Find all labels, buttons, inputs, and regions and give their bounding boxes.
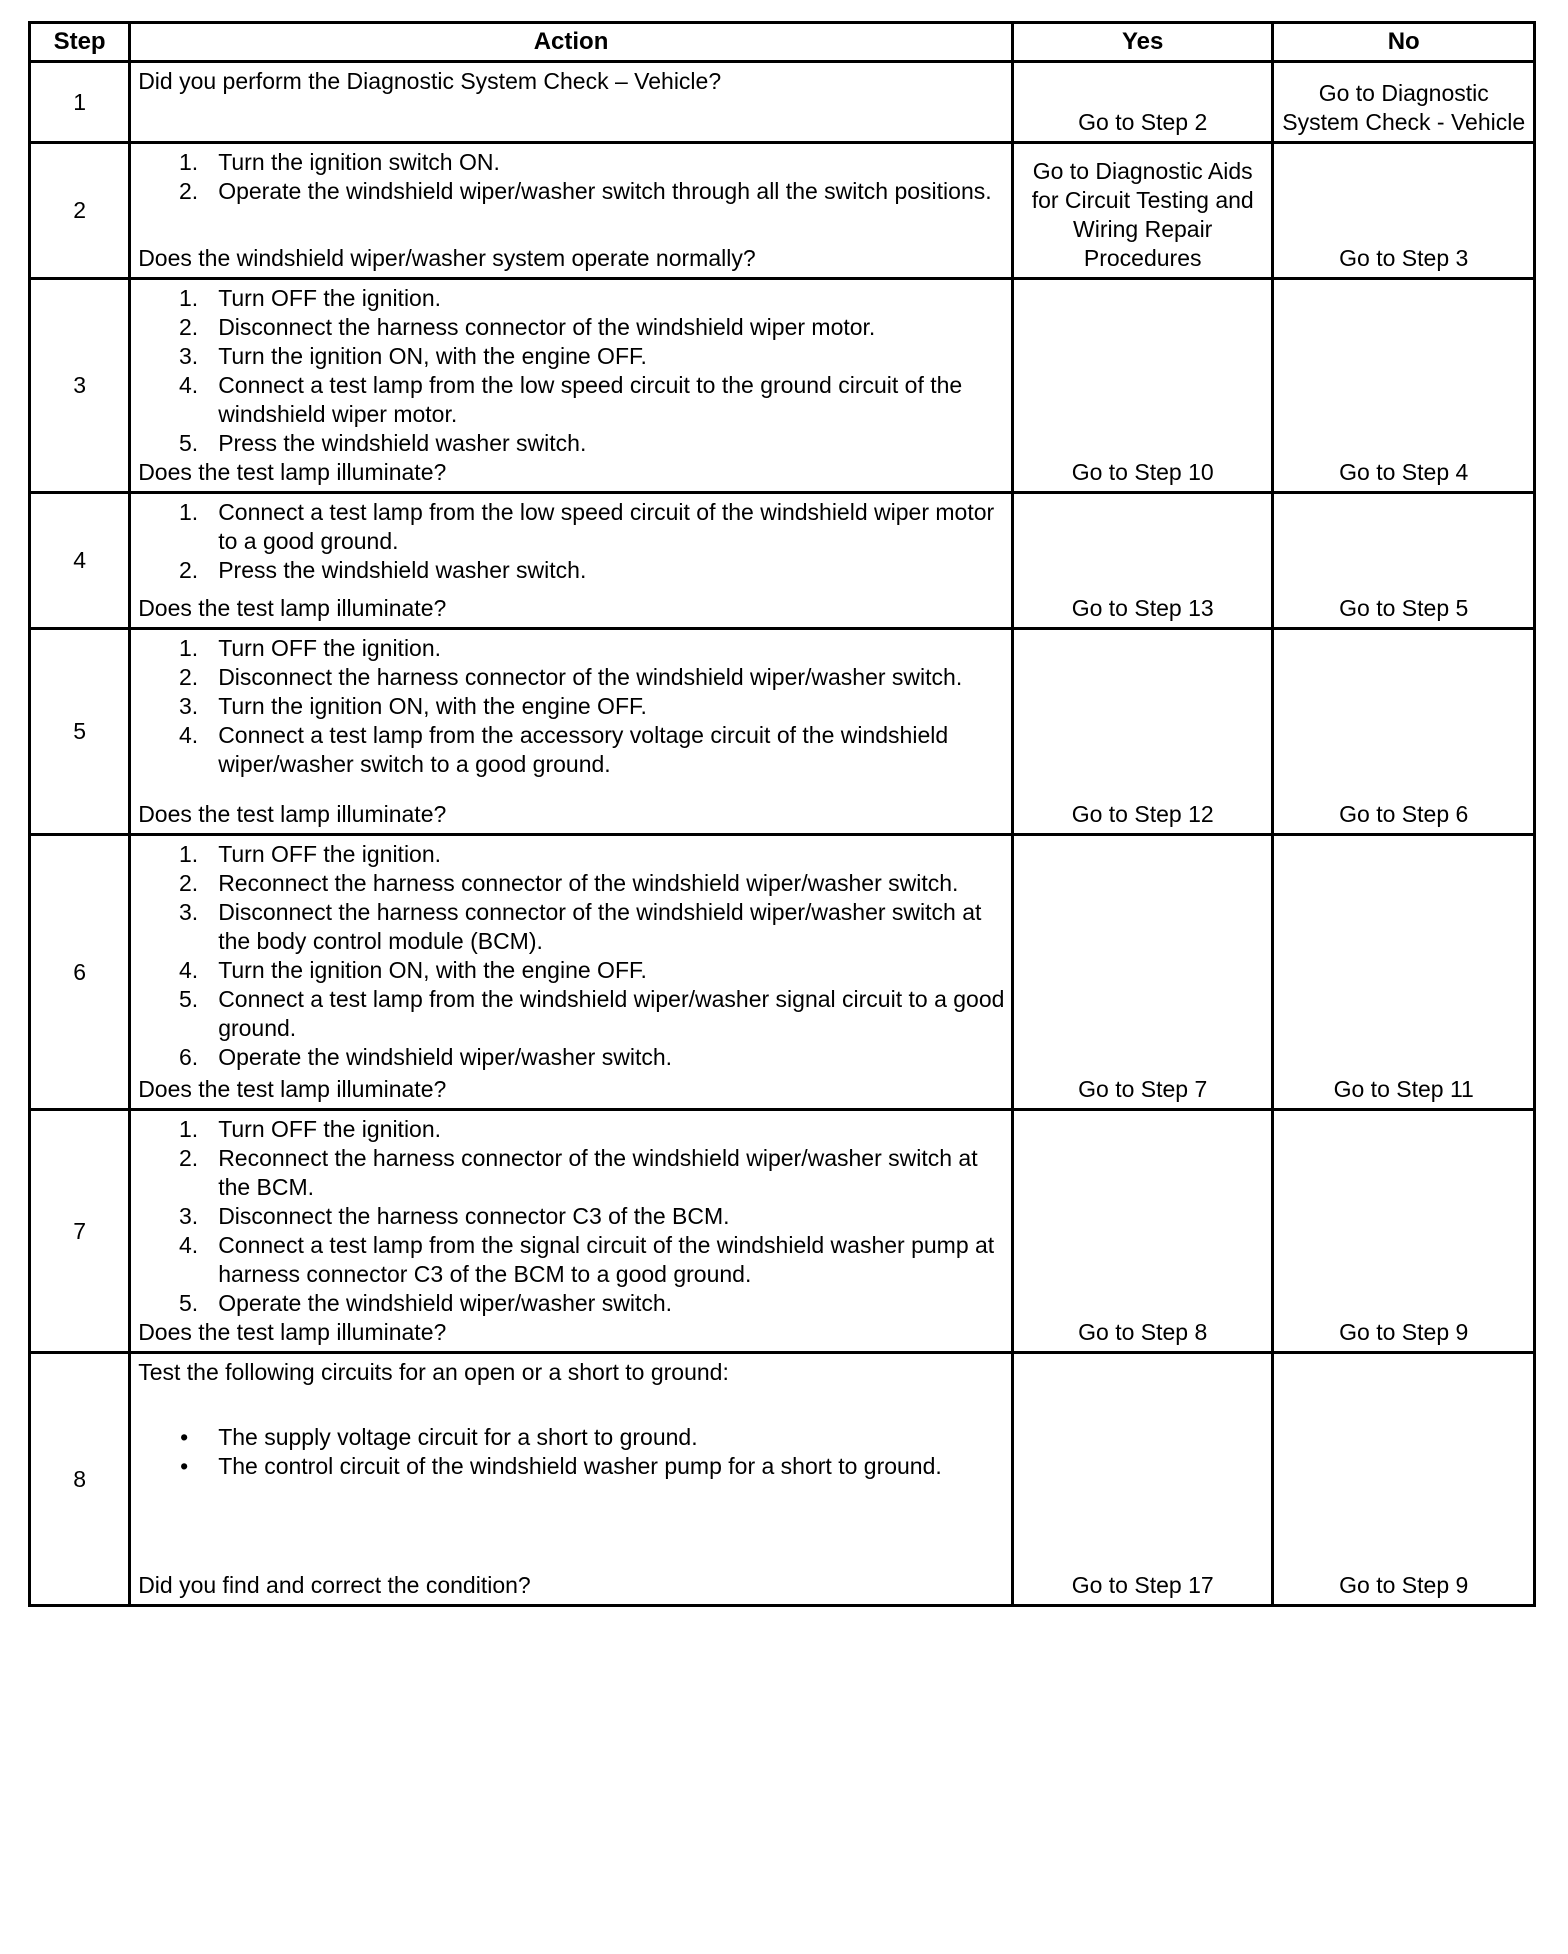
list-number: 2.: [179, 557, 199, 583]
yes-text: Go to Step 8: [1078, 1319, 1208, 1345]
list-number: 2.: [179, 178, 199, 204]
list-item: [138, 1144, 1007, 1202]
yes-text: Go to Step 10: [1071, 459, 1214, 485]
action-content: [131, 63, 1011, 141]
list-number: 5.: [179, 986, 199, 1012]
header-step: Step: [30, 23, 130, 62]
no-text: Go to Diagnostic System Check - Vehicle: [1282, 80, 1526, 135]
list-number: 1.: [179, 841, 199, 867]
no-text: Go to Step 5: [1339, 595, 1469, 621]
yes-result: [1012, 143, 1273, 279]
list-text: Reconnect the harness connector of the windshield wiper/washer switch at the BCM.: [218, 1145, 978, 1200]
yes-result: [1012, 1110, 1273, 1353]
action-content: [131, 836, 1011, 1108]
list-number: 4.: [179, 722, 199, 748]
bullet-dot: •: [180, 1453, 189, 1479]
list-item: [138, 1202, 1007, 1231]
yes-text: Go to Diagnostic Aids for Circuit Testing and Wiring Repair Procedures: [1031, 158, 1254, 271]
action-content: [131, 1354, 1011, 1604]
list-text: The supply voltage circuit for a short to ground.: [218, 1424, 698, 1450]
no-result: [1273, 279, 1535, 493]
list-item: [138, 284, 1007, 313]
list-item: [138, 985, 1007, 1043]
step-number: 6: [30, 835, 130, 1110]
list-item: [138, 498, 1007, 556]
table-row: [30, 62, 1535, 143]
list-number: 2.: [179, 314, 199, 340]
no-text: Go to Step 3: [1339, 245, 1469, 271]
step-number: 7: [30, 1110, 130, 1353]
list-number: 3.: [179, 693, 199, 719]
action-question: Does the test lamp illuminate?: [138, 1319, 447, 1345]
action-cell: [130, 493, 1013, 629]
list-text: Turn OFF the ignition.: [218, 285, 442, 311]
list-number: 4.: [179, 957, 199, 983]
yes-result: [1012, 629, 1273, 835]
list-text: Turn OFF the ignition.: [218, 635, 442, 661]
list-text: Connect a test lamp from the accessory voltage circuit of the windshield wiper/washer switch to a good ground.: [218, 722, 949, 777]
step-number: 5: [30, 629, 130, 835]
table-row: [30, 1353, 1535, 1606]
list-item: [138, 1423, 1007, 1452]
bullet-list: [138, 1423, 1007, 1481]
action-content: [131, 630, 1011, 833]
step-number: 2: [30, 143, 130, 279]
list-item: [138, 371, 1007, 429]
list-text: Reconnect the harness connector of the windshield wiper/washer switch.: [218, 870, 959, 896]
list-item: [138, 177, 1007, 206]
yes-result: [1012, 835, 1273, 1110]
action-intro: Test the following circuits for an open or a short to ground:: [138, 1359, 729, 1385]
action-content: [131, 144, 1011, 277]
list-text: Disconnect the harness connector of the windshield wiper/washer switch at the body control module (BCM).: [218, 899, 982, 954]
no-text: Go to Step 4: [1339, 459, 1469, 485]
list-text: Turn OFF the ignition.: [218, 841, 442, 867]
list-number: 1.: [179, 635, 199, 661]
action-cell: [130, 1353, 1013, 1606]
list-number: 4.: [179, 1232, 199, 1258]
list-number: 5.: [179, 1290, 199, 1316]
action-top: [138, 148, 1007, 206]
bullet-dot: •: [180, 1424, 189, 1450]
table-body: [30, 62, 1535, 1606]
list-text: Disconnect the harness connector of the windshield wiper/washer switch.: [218, 664, 963, 690]
list-text: Disconnect the harness connector of the windshield wiper motor.: [218, 314, 876, 340]
action-top: [138, 1358, 1007, 1481]
list-number: 2.: [179, 1145, 199, 1171]
list-number: 5.: [179, 430, 199, 456]
list-number: 3.: [179, 1203, 199, 1229]
list-text: Connect a test lamp from the signal circuit of the windshield washer pump at harness connector C3 of the BCM to a good ground.: [218, 1232, 995, 1287]
diagnostic-table: [28, 21, 1536, 1607]
list-number: 3.: [179, 899, 199, 925]
header-no: No: [1273, 23, 1535, 62]
action-content: [131, 494, 1011, 627]
action-cell: [130, 1110, 1013, 1353]
action-cell: [130, 143, 1013, 279]
step-number: 8: [30, 1353, 130, 1606]
action-content: [131, 280, 1011, 491]
action-content: [131, 1111, 1011, 1351]
no-text: Go to Step 9: [1339, 1572, 1469, 1598]
list-number: 1.: [179, 1116, 199, 1142]
list-text: Turn the ignition ON, with the engine OFF.: [218, 343, 647, 369]
list-item: [138, 956, 1007, 985]
header-yes: Yes: [1012, 23, 1273, 62]
list-item: [138, 634, 1007, 663]
list-item: [138, 313, 1007, 342]
header-action: Action: [130, 23, 1013, 62]
list-number: 2.: [179, 870, 199, 896]
table-row: [30, 493, 1535, 629]
step-list: [138, 634, 1007, 779]
no-text: Go to Step 11: [1333, 1076, 1474, 1102]
list-item: [138, 556, 1007, 585]
list-number: 6.: [179, 1044, 199, 1070]
action-question: Did you find and correct the condition?: [138, 1572, 531, 1598]
list-text: Disconnect the harness connector C3 of the BCM.: [218, 1203, 730, 1229]
action-cell: [130, 62, 1013, 143]
action-question: Does the test lamp illuminate?: [138, 459, 447, 485]
yes-result: [1012, 279, 1273, 493]
list-item: [138, 342, 1007, 371]
step-number: 3: [30, 279, 130, 493]
list-item: [138, 429, 1007, 458]
list-item: [138, 1452, 1007, 1481]
yes-text: Go to Step 13: [1071, 595, 1214, 621]
no-result: [1273, 143, 1535, 279]
action-top: [138, 284, 1007, 458]
no-text: Go to Step 9: [1339, 1319, 1469, 1345]
list-number: 2.: [179, 664, 199, 690]
no-result: [1273, 62, 1535, 143]
list-text: Turn the ignition ON, with the engine OFF.: [218, 693, 647, 719]
action-top: [138, 67, 1007, 96]
list-text: Turn OFF the ignition.: [218, 1116, 442, 1142]
step-list: [138, 148, 1007, 206]
list-number: 1.: [179, 149, 199, 175]
table-row: [30, 1110, 1535, 1353]
list-item: [138, 1231, 1007, 1289]
table-row: [30, 629, 1535, 835]
list-item: [138, 898, 1007, 956]
list-item: [138, 1289, 1007, 1318]
list-item: [138, 1115, 1007, 1144]
list-text: Connect a test lamp from the low speed circuit of the windshield wiper motor to a good ground.: [218, 499, 995, 554]
list-text: Operate the windshield wiper/washer switch.: [218, 1290, 673, 1316]
step-number: 4: [30, 493, 130, 629]
table-row: [30, 835, 1535, 1110]
step-list: [138, 840, 1007, 1072]
action-top: [138, 498, 1007, 585]
action-cell: [130, 629, 1013, 835]
action-question: Does the test lamp illuminate?: [138, 595, 447, 621]
yes-text: Go to Step 7: [1078, 1076, 1208, 1102]
action-cell: [130, 835, 1013, 1110]
list-item: [138, 1043, 1007, 1072]
no-result: [1273, 1110, 1535, 1353]
yes-result: [1012, 1353, 1273, 1606]
action-top: [138, 634, 1007, 779]
list-text: Operate the windshield wiper/washer switch through all the switch positions.: [218, 178, 992, 204]
yes-text: Go to Step 17: [1071, 1572, 1214, 1598]
yes-result: [1012, 62, 1273, 143]
list-item: [138, 692, 1007, 721]
list-text: Turn the ignition ON, with the engine OFF.: [218, 957, 647, 983]
action-intro: Did you perform the Diagnostic System Check – Vehicle?: [138, 68, 722, 94]
table-row: [30, 143, 1535, 279]
list-text: Connect a test lamp from the low speed circuit to the ground circuit of the windshield wiper motor.: [218, 372, 963, 427]
no-result: [1273, 629, 1535, 835]
step-list: [138, 284, 1007, 458]
list-text: The control circuit of the windshield washer pump for a short to ground.: [218, 1453, 942, 1479]
list-text: Press the windshield washer switch.: [218, 430, 587, 456]
list-item: [138, 148, 1007, 177]
table-row: [30, 279, 1535, 493]
list-number: 1.: [179, 285, 199, 311]
no-result: [1273, 835, 1535, 1110]
yes-text: Go to Step 2: [1078, 109, 1208, 135]
list-text: Connect a test lamp from the windshield wiper/washer signal circuit to a good ground.: [218, 986, 1005, 1041]
action-top: [138, 1115, 1007, 1318]
no-result: [1273, 493, 1535, 629]
yes-result: [1012, 493, 1273, 629]
list-item: [138, 840, 1007, 869]
action-top: [138, 840, 1007, 1072]
list-text: Turn the ignition switch ON.: [218, 149, 500, 175]
list-number: 4.: [179, 372, 199, 398]
list-text: Operate the windshield wiper/washer switch.: [218, 1044, 673, 1070]
list-item: [138, 663, 1007, 692]
list-item: [138, 721, 1007, 779]
action-cell: [130, 279, 1013, 493]
action-question: Does the test lamp illuminate?: [138, 801, 447, 827]
yes-text: Go to Step 12: [1071, 801, 1214, 827]
action-question: Does the test lamp illuminate?: [138, 1076, 447, 1102]
list-item: [138, 869, 1007, 898]
step-list: [138, 498, 1007, 585]
no-text: Go to Step 6: [1339, 801, 1469, 827]
step-list: [138, 1115, 1007, 1318]
step-number: 1: [30, 62, 130, 143]
list-number: 3.: [179, 343, 199, 369]
header-row: [30, 23, 1535, 62]
action-question: Does the windshield wiper/washer system operate normally?: [138, 245, 756, 271]
list-number: 1.: [179, 499, 199, 525]
no-result: [1273, 1353, 1535, 1606]
list-text: Press the windshield washer switch.: [218, 557, 587, 583]
